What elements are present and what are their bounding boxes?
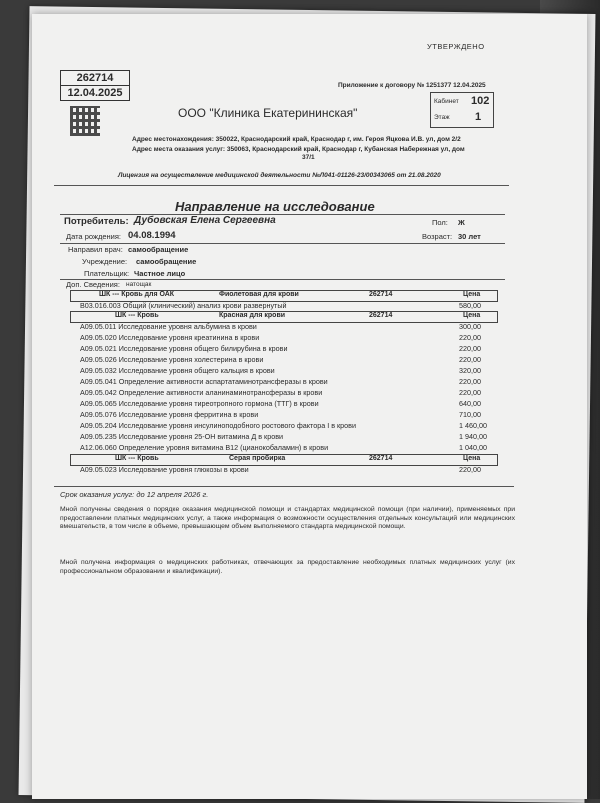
- group-col2: Серая пробирка: [229, 455, 286, 462]
- group-price-header: Цена: [463, 291, 481, 298]
- service-item: В03.016.003 Общий (клинический) анализ крови развернутый: [80, 301, 287, 310]
- sex-value: Ж: [458, 218, 465, 227]
- group-col1: ШК --- Кровь: [115, 312, 159, 319]
- institution-label: Учреждение:: [82, 257, 128, 266]
- group-col1: ШК --- Кровь для ОАК: [99, 291, 175, 298]
- divider: [54, 185, 509, 186]
- cabinet-label: Кабинет: [434, 98, 459, 105]
- service-price: 220,00: [459, 333, 481, 342]
- cabinet-value: 102: [471, 95, 490, 107]
- doctor-label: Направил врач:: [68, 245, 123, 254]
- service-price: 1 460,00: [459, 421, 487, 430]
- group-price-header: Цена: [463, 455, 481, 462]
- group-price-header: Цена: [463, 312, 481, 319]
- consent-paragraph-2: Мной получена информация о медицинских работниках, отвечающих за предоставление необходимых платных медицинских услуг (их профессиональном образовании и квалификации).: [60, 559, 515, 575]
- institution-value: самообращение: [136, 257, 197, 266]
- service-price: 220,00: [459, 355, 481, 364]
- group-col2: Фиолетовая для крови: [219, 291, 299, 298]
- payer-value: Частное лицо: [134, 269, 186, 278]
- doc-number: 262714: [60, 70, 130, 86]
- document-page: [32, 14, 587, 799]
- doc-date: 12.04.2025: [60, 86, 130, 101]
- group-code: 262714: [369, 291, 393, 298]
- deadline: Срок оказания услуг: до 12 апреля 2026 г.: [60, 490, 209, 499]
- group-col2: Красная для крови: [219, 312, 286, 319]
- cabinet-box: [430, 92, 494, 128]
- service-price: 320,00: [459, 366, 481, 375]
- payer-label: Плательщик:: [84, 269, 130, 278]
- age-label: Возраст:: [422, 232, 453, 241]
- service-price: 220,00: [459, 465, 481, 474]
- service-price: 1 040,00: [459, 443, 487, 452]
- service-item: A09.05.032 Исследование уровня общего кальция в крови: [80, 366, 275, 375]
- service-item: A09.05.026 Исследование уровня холестерина в крови: [80, 355, 264, 364]
- page-title: Направление на исследование: [175, 199, 375, 214]
- group-col1: ШК --- Кровь: [115, 455, 159, 462]
- service-price: 220,00: [459, 388, 481, 397]
- clinic-name: ООО "Клиника Екатерининская": [178, 106, 358, 120]
- service-item: A09.05.076 Исследование уровня ферритина в крови: [80, 410, 259, 419]
- service-item: A09.05.042 Определение активности аланинаминотрансферазы в крови: [80, 388, 323, 397]
- service-price: 220,00: [459, 377, 481, 386]
- group-code: 262714: [369, 455, 393, 462]
- floor-value: 1: [475, 111, 482, 123]
- license: Лицензия на осуществление медицинской деятельности №Л041-01126-23/00343065 от 21.08.2020: [118, 172, 441, 179]
- service-item: A09.05.023 Исследование уровня глюкозы в крови: [80, 465, 249, 474]
- address-service: Адрес места оказания услуг: 350063, Краснодарский край, Краснодар г, Кубанская Набережная ул, дом: [132, 146, 465, 153]
- service-price: 710,00: [459, 410, 481, 419]
- service-item: A09.05.041 Определение активности аспартатаминотрансферазы в крови: [80, 377, 328, 386]
- divider: [54, 486, 514, 487]
- divider: [60, 279, 505, 280]
- floor-label: Этаж: [434, 114, 450, 121]
- address-service-2: 37/1: [302, 154, 315, 161]
- dob-label: Дата рождения:: [66, 232, 121, 241]
- service-item: A09.05.021 Исследование уровня общего билирубина в крови: [80, 344, 288, 353]
- consent-paragraph-1: Мной получены сведения о порядке оказания медицинской помощи и стандартах медицинской помощи (при наличии), применяемых при предоставлении платных медицинских услуг, а также информация о возможности осуществления отдельных консультаций или медицинских вмешательств, в том числе в объеме, превышающем объем выполняемого стандарта медицинской помощи.: [60, 506, 515, 530]
- age-value: 30 лет: [458, 232, 481, 241]
- service-item: A09.05.235 Исследование уровня 25-ОН витамина Д в крови: [80, 432, 284, 441]
- extra-label: Доп. Сведения:: [66, 280, 120, 289]
- doctor-value: самообращение: [128, 245, 189, 254]
- consumer-name: Дубовская Елена Сергеевна: [134, 215, 276, 226]
- service-item: A09.05.065 Исследование уровня тиреотропного гормона (ТТГ) в крови: [80, 399, 319, 408]
- divider: [60, 214, 505, 215]
- consumer-label: Потребитель:: [64, 216, 129, 227]
- divider: [60, 243, 505, 244]
- address-location: Адрес местонахождения: 350022, Краснодарский край, Краснодар г, им. Героя Яцкова И.В. ул, дом 2/2: [132, 136, 461, 143]
- service-price: 1 940,00: [459, 432, 487, 441]
- dob-value: 04.08.1994: [128, 230, 176, 241]
- service-price: 220,00: [459, 344, 481, 353]
- service-price: 580,00: [459, 301, 481, 310]
- extra-value: натощак: [126, 281, 152, 288]
- service-item: A12.06.060 Определение уровня витамина В12 (цианокобаламин) в крови: [80, 443, 329, 452]
- service-price: 640,00: [459, 399, 481, 408]
- sex-label: Пол:: [432, 218, 448, 227]
- group-code: 262714: [369, 312, 393, 319]
- contract-ref: Приложение к договору № 1251377 12.04.2025: [338, 82, 486, 89]
- qr-code: [70, 106, 100, 136]
- service-item: A09.05.011 Исследование уровня альбумина в крови: [80, 322, 257, 331]
- service-price: 300,00: [459, 322, 481, 331]
- service-item: A09.05.020 Исследование уровня креатинина в крови: [80, 333, 260, 342]
- approved-label: УТВЕРЖДЕНО: [427, 42, 485, 51]
- service-item: A09.05.204 Исследование уровня инсулиноподобного ростового фактора I в крови: [80, 421, 357, 430]
